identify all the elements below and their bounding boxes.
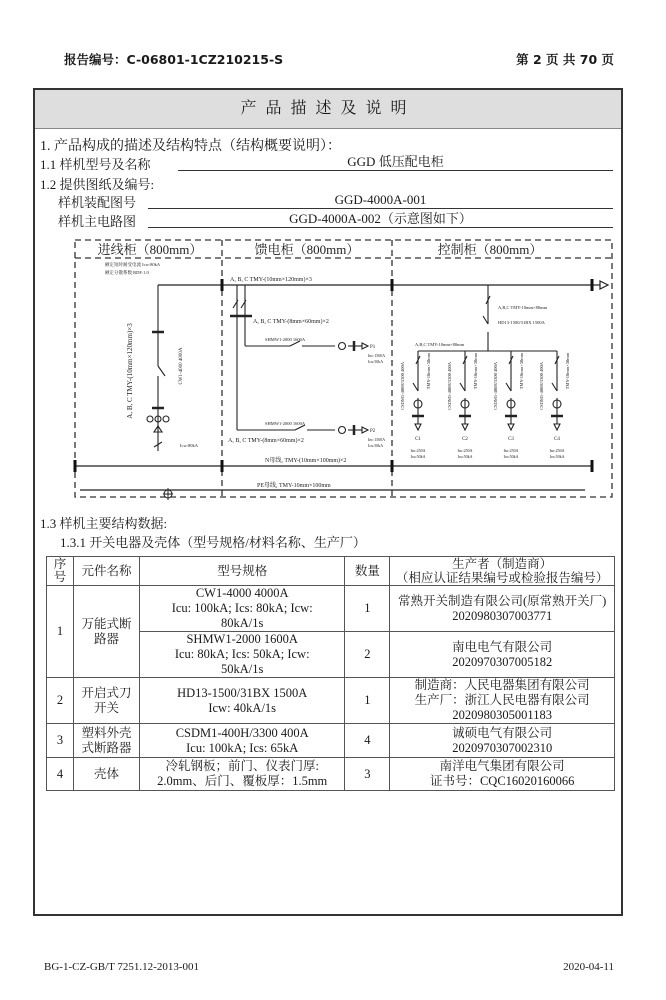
main-circuit-diagram <box>70 236 620 506</box>
branch-icu: Icu:50kA <box>503 454 519 459</box>
header-name: 元件名称 <box>73 557 139 586</box>
circuit-value: GGD-4000A-002（示意图如下） <box>148 210 613 228</box>
model-value: GGD 低压配电柜 <box>178 153 613 171</box>
header-no: 序号 <box>47 557 74 586</box>
branch-icu: Icu:50kA <box>549 454 565 459</box>
assembly-value: GGD-4000A-001 <box>148 191 613 209</box>
row-spec: 冷轧钢板；前门、仪表门厚: 2.0mm、后门、覆板厚：1.5mm <box>139 758 345 791</box>
feeder-branch-bus-1: A, B, C TMY-(8mm×60mm)×2 <box>253 319 329 325</box>
row-qty: 3 <box>345 758 390 791</box>
branch-inc: Inc:250A <box>410 448 426 453</box>
branch-icu: Icu:50kA <box>410 454 426 459</box>
feeder-out-1-icu: Icu:50kA <box>368 359 384 364</box>
table-row <box>47 724 615 758</box>
row-spec: HD13-1500/31BX 1500A Icw: 40kA/1s <box>139 678 345 724</box>
row-name: 壳体 <box>73 758 139 791</box>
row-maker: 制造商：人民电器集团有限公司 生产厂：浙江人民电器有限公司 2020980305001183 <box>390 678 615 724</box>
row-no: 3 <box>47 724 74 758</box>
pe-bus-label: PE母线, TMY-10mm×100mm <box>257 483 331 489</box>
table-row <box>47 586 615 632</box>
branch-icu: Icu:50kA <box>457 454 473 459</box>
feeder-out-2-icu: Icu:50kA <box>368 443 384 448</box>
n-bus-label: N母线, TMY-(10mm×100mm)×2 <box>265 458 347 464</box>
branch-inc: Inc:250A <box>503 448 519 453</box>
report-number: 报告编号：C-06801-1CZ210215-S <box>64 52 284 67</box>
footer-date: 2020-04-11 <box>563 961 614 973</box>
branch-breaker: CSDM1-400H/3300 400A <box>447 362 452 410</box>
control-branch <box>459 351 471 430</box>
assembly-label: 样机装配图号 <box>58 195 137 210</box>
header-spec: 型号规格 <box>139 557 345 586</box>
control-branch <box>412 351 424 430</box>
branch-breaker: CSDM1-400H/3300 400A <box>400 362 405 410</box>
row-spec: SHMW1-2000 1600A Icu: 80kA; Ics: 50kA; Icw: 50kA/1s <box>139 632 345 678</box>
row-maker: 南洋电气集团有限公司 证书号：CQC16020160066 <box>390 758 615 791</box>
branch-inc: Inc:250A <box>457 448 473 453</box>
row-qty: 1 <box>345 678 390 724</box>
table-row <box>47 758 615 791</box>
feeder-branch-bus-2: A, B, C TMY-(8mm×60mm)×2 <box>228 438 304 444</box>
row-name: 万能式断路器 <box>73 586 139 678</box>
incoming-note-1: 额定短时耐受电流 Icw:80kA <box>105 262 161 267</box>
feeder-out-2: P2 <box>370 429 376 434</box>
incoming-breaker-label: CW1-4000 4000A <box>179 347 184 385</box>
row-spec: CSDM1-400H/3300 400A Icu: 100kA; Ics: 65kA <box>139 724 345 758</box>
incoming-note-2: 额定分散系数 RDF:1.0 <box>105 270 149 275</box>
row-maker: 常熟开关制造有限公司(原常熟开关厂) 2020980307003771 <box>390 586 615 632</box>
branch-name: C2 <box>462 437 468 442</box>
branch-breaker: CSDM1-400H/3300 400A <box>539 362 544 410</box>
row-no: 2 <box>47 678 74 724</box>
feeder-breaker-1: SHMW1-2000 1600A <box>265 337 306 342</box>
switchgear-table <box>46 556 615 791</box>
control-branch <box>551 351 563 430</box>
drawings-label: 1.2 提供图纸及编号: <box>40 177 155 192</box>
section-1-3-1-heading: 1.3.1 开关电器及壳体（型号规格/材料名称、生产厂） <box>60 535 366 550</box>
cabinet-label-feeder: 馈电柜（800mm） <box>254 242 360 257</box>
row-no: 4 <box>47 758 74 791</box>
control-switch: HD13-1500/31BX 1500A <box>498 320 545 325</box>
control-riser-bus: A,B,C TMY-10mm×80mm <box>498 305 548 310</box>
table-header-row <box>47 557 615 586</box>
circuit-label: 样机主电路图 <box>58 214 137 229</box>
table-row <box>47 678 615 724</box>
branch-bus: TMY-10mm×30mm <box>565 352 570 390</box>
incoming-rating: Icw:80kA <box>180 443 198 448</box>
feeder-out-1-inc: Inc:1500A <box>368 353 386 358</box>
header-qty: 数量 <box>345 557 390 586</box>
feeder-out-1: P1 <box>370 345 376 350</box>
incoming-bus-label: A, B, C TMY-(10mm×120mm)×3 <box>126 323 134 419</box>
row-qty: 4 <box>345 724 390 758</box>
branch-bus: TMY-10mm×30mm <box>473 352 478 390</box>
row-maker: 诚硕电气有限公司 2020970307002310 <box>390 724 615 758</box>
row-name: 塑料外壳式断路器 <box>73 724 139 758</box>
cabinet-label-control: 控制柜（800mm） <box>437 242 543 257</box>
control-branch <box>505 351 517 430</box>
row-qty: 2 <box>345 632 390 678</box>
feeder-main-bus-label: A, B, C TMY-(10mm×120mm)×3 <box>230 277 312 283</box>
branch-bus: TMY-10mm×30mm <box>519 352 524 390</box>
row-spec: CW1-4000 4000A Icu: 100kA; Ics: 80kA; Icw: 80kA/1s <box>139 586 345 632</box>
header-maker: 生产者（制造商） （相应认证结果编号或检验报告编号） <box>390 557 615 586</box>
row-maker: 南电电气有限公司 2020970307005182 <box>390 632 615 678</box>
page-indicator: 第 2 页 共 70 页 <box>516 52 614 67</box>
footer-standard: BG-1-CZ-GB/T 7251.12-2013-001 <box>44 961 200 973</box>
control-dist-bus: A,B,C TMY-10mm×80mm <box>415 342 465 347</box>
row-name: 开启式刀开关 <box>73 678 139 724</box>
section-title: 产品描述及说明 <box>35 90 621 129</box>
row-qty: 1 <box>345 586 390 632</box>
branch-inc: Inc:250A <box>549 448 565 453</box>
model-label: 1.1 样机型号及名称 <box>40 157 151 172</box>
branch-name: C1 <box>415 437 421 442</box>
branch-breaker: CSDM1-400H/3300 400A <box>493 362 498 410</box>
branch-name: C3 <box>508 437 514 442</box>
branch-bus: TMY-10mm×30mm <box>426 352 431 390</box>
row-no: 1 <box>47 586 74 678</box>
feeder-circuit <box>230 285 368 435</box>
control-branches <box>400 351 570 459</box>
feeder-breaker-2: SHMW1-2000 1600A <box>265 421 306 426</box>
branch-name: C4 <box>554 437 560 442</box>
incoming-breaker-symbol <box>147 285 169 451</box>
section-1-heading: 1. 产品构成的描述及结构特点（结构概要说明）： <box>40 139 341 154</box>
feeder-out-2-inc: Inc:1500A <box>368 437 386 442</box>
section-1-3-heading: 1.3 样机主要结构数据: <box>40 516 168 531</box>
cabinet-label-incoming: 进线柜（800mm） <box>97 242 203 257</box>
